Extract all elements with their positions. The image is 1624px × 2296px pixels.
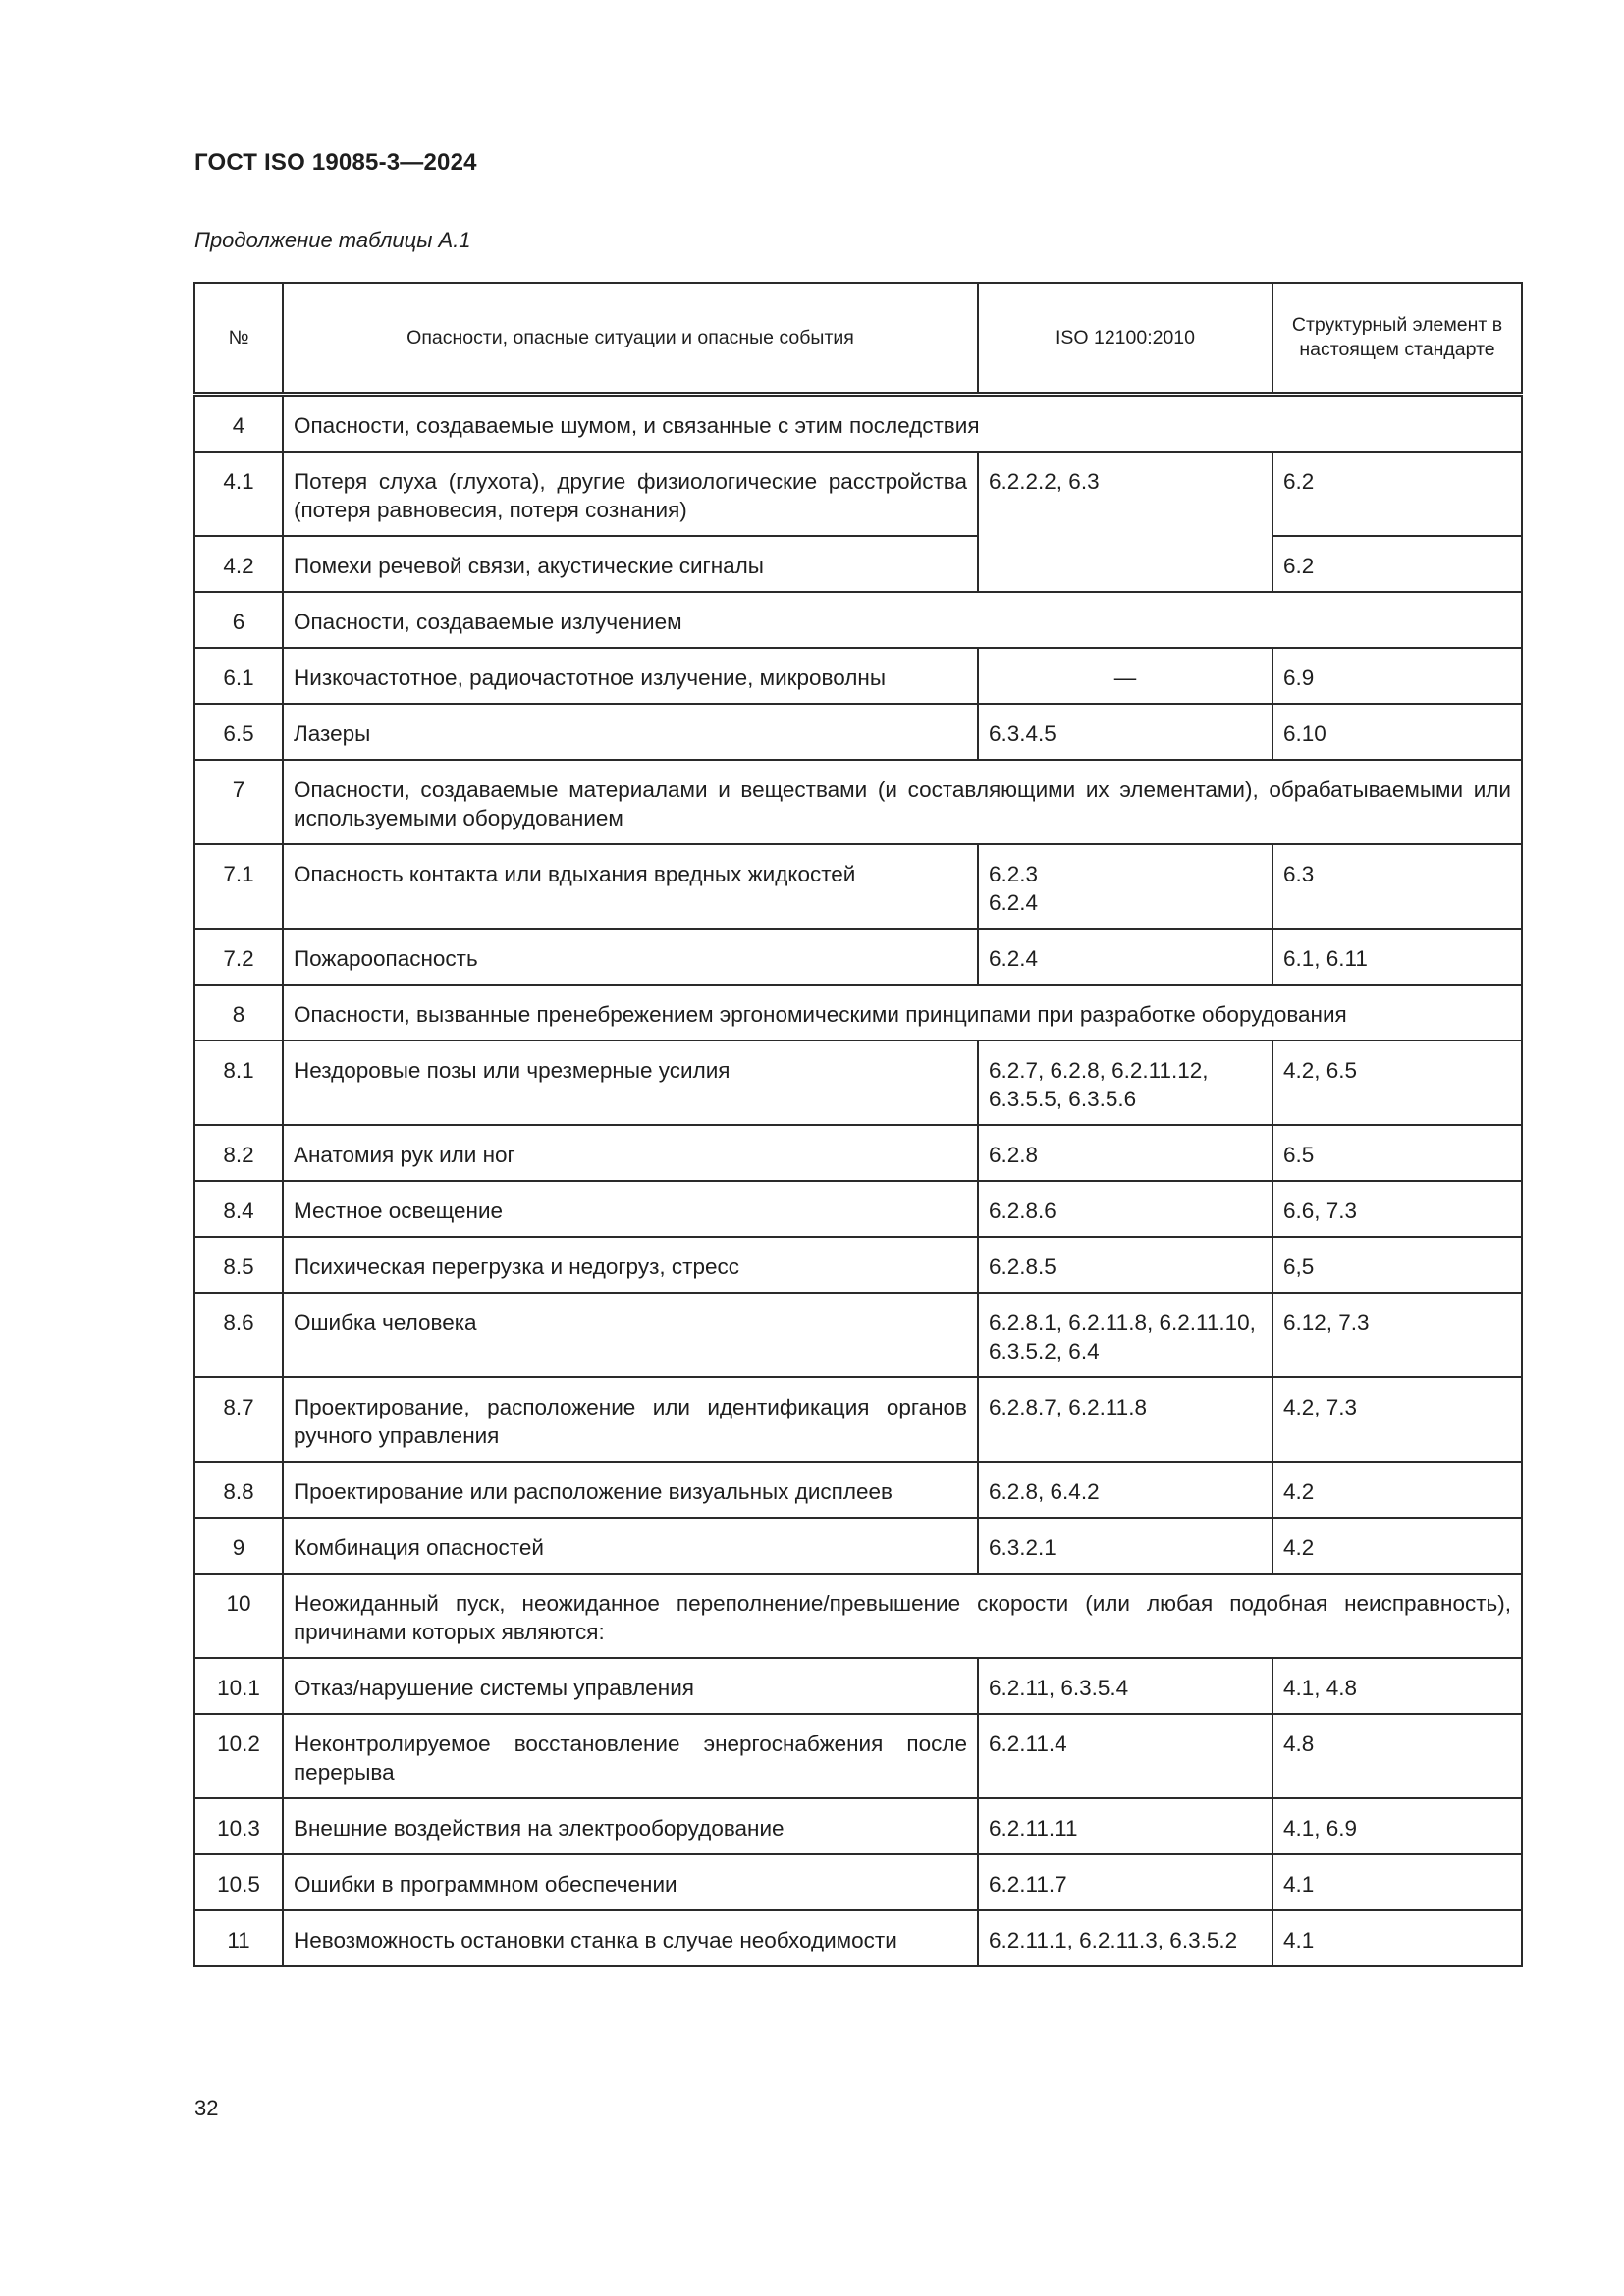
row-number: 8.6 xyxy=(194,1293,283,1377)
row-number: 8 xyxy=(194,985,283,1041)
hazard-description: Пожароопасность xyxy=(283,929,978,985)
table-row xyxy=(194,1910,1522,1966)
hazard-description: Ошибка человека xyxy=(283,1293,978,1377)
hazard-group-title: Неожиданный пуск, неожиданное переполнение/превышение скорости (или любая подобная неисправность), причинами которых являются: xyxy=(283,1574,1522,1658)
iso-reference-line: 6.2.3 xyxy=(989,862,1039,886)
hazard-group-title: Опасности, создаваемые шумом, и связанные с этим последствия xyxy=(283,395,1522,453)
row-number: 8.7 xyxy=(194,1377,283,1462)
hazard-description: Невозможность остановки станка в случае необходимости xyxy=(283,1910,978,1966)
document-header: ГОСТ ISO 19085-3—2024 xyxy=(194,149,477,176)
row-number: 8.8 xyxy=(194,1462,283,1518)
table-caption: Продолжение таблицы А.1 xyxy=(194,228,471,252)
structural-element: 4.2 xyxy=(1272,1462,1522,1518)
row-number: 4.2 xyxy=(194,536,283,592)
iso-reference: 6.2.4 xyxy=(978,929,1272,985)
hazard-description: Внешние воздействия на электрооборудование xyxy=(283,1798,978,1854)
table-row xyxy=(194,452,1522,536)
table-row xyxy=(194,1181,1522,1237)
column-header-hazard: Опасности, опасные ситуации и опасные события xyxy=(283,283,978,395)
row-number: 10 xyxy=(194,1574,283,1658)
hazard-description: Комбинация опасностей xyxy=(283,1518,978,1574)
table-row xyxy=(194,760,1522,844)
hazard-description: Лазеры xyxy=(283,704,978,760)
table-row xyxy=(194,1125,1522,1181)
column-header-iso: ISO 12100:2010 xyxy=(978,283,1272,395)
row-number: 10.3 xyxy=(194,1798,283,1854)
row-number: 10.2 xyxy=(194,1714,283,1798)
table-row xyxy=(194,1714,1522,1798)
structural-element: 4.2, 7.3 xyxy=(1272,1377,1522,1462)
table-row xyxy=(194,1854,1522,1910)
row-number: 6.5 xyxy=(194,704,283,760)
table-row xyxy=(194,844,1522,929)
iso-reference: 6.2.8.1, 6.2.11.8, 6.2.11.10, 6.3.5.2, 6.4 xyxy=(978,1293,1272,1377)
table-row xyxy=(194,1658,1522,1714)
hazard-description: Помехи речевой связи, акустические сигналы xyxy=(283,536,978,592)
iso-reference: 6.2.11.7 xyxy=(978,1854,1272,1910)
iso-reference xyxy=(978,844,1272,929)
hazards-table xyxy=(193,282,1523,1967)
iso-reference: 6.3.2.1 xyxy=(978,1518,1272,1574)
table-row xyxy=(194,1041,1522,1125)
row-number: 7.1 xyxy=(194,844,283,929)
row-number: 8.4 xyxy=(194,1181,283,1237)
iso-reference: 6.2.11, 6.3.5.4 xyxy=(978,1658,1272,1714)
iso-reference: 6.3.4.5 xyxy=(978,704,1272,760)
hazard-description: Проектирование или расположение визуальных дисплеев xyxy=(283,1462,978,1518)
hazard-description: Нездоровые позы или чрезмерные усилия xyxy=(283,1041,978,1125)
structural-element: 6.3 xyxy=(1272,844,1522,929)
table-row xyxy=(194,592,1522,648)
iso-reference: 6.2.7, 6.2.8, 6.2.11.12, 6.3.5.5, 6.3.5.6 xyxy=(978,1041,1272,1125)
hazard-description: Низкочастотное, радиочастотное излучение, микроволны xyxy=(283,648,978,704)
structural-element: 4.2, 6.5 xyxy=(1272,1041,1522,1125)
iso-reference: 6.2.8.7, 6.2.11.8 xyxy=(978,1377,1272,1462)
table-row xyxy=(194,536,1522,592)
iso-reference: 6.2.8 xyxy=(978,1125,1272,1181)
structural-element: 4.1, 4.8 xyxy=(1272,1658,1522,1714)
hazard-description: Проектирование, расположение или идентификация органов ручного управления xyxy=(283,1377,978,1462)
row-number: 7.2 xyxy=(194,929,283,985)
table-row xyxy=(194,1377,1522,1462)
iso-reference: 6.2.11.1, 6.2.11.3, 6.3.5.2 xyxy=(978,1910,1272,1966)
iso-reference: 6.2.8.5 xyxy=(978,1237,1272,1293)
table-header-row xyxy=(194,283,1522,395)
row-number: 8.5 xyxy=(194,1237,283,1293)
hazard-description: Отказ/нарушение системы управления xyxy=(283,1658,978,1714)
table-row xyxy=(194,1293,1522,1377)
row-number: 4 xyxy=(194,395,283,453)
column-header-element: Структурный элемент в настоящем стандарте xyxy=(1272,283,1522,395)
row-number: 10.5 xyxy=(194,1854,283,1910)
structural-element: 6.12, 7.3 xyxy=(1272,1293,1522,1377)
row-number: 8.1 xyxy=(194,1041,283,1125)
structural-element: 4.1 xyxy=(1272,1854,1522,1910)
structural-element: 6.9 xyxy=(1272,648,1522,704)
row-number: 7 xyxy=(194,760,283,844)
hazard-group-title: Опасности, создаваемые излучением xyxy=(283,592,1522,648)
iso-reference: 6.2.8, 6.4.2 xyxy=(978,1462,1272,1518)
row-number: 6 xyxy=(194,592,283,648)
table-row xyxy=(194,985,1522,1041)
table-row xyxy=(194,1237,1522,1293)
row-number: 10.1 xyxy=(194,1658,283,1714)
table-row xyxy=(194,395,1522,453)
iso-reference: 6.2.11.4 xyxy=(978,1714,1272,1798)
hazard-group-title: Опасности, создаваемые материалами и веществами (и составляющими их элементами), обрабатываемыми или используемыми оборудованием xyxy=(283,760,1522,844)
hazard-description: Потеря слуха (глухота), другие физиологические расстройства (потеря равновесия, потеря сознания) xyxy=(283,452,978,536)
row-number: 4.1 xyxy=(194,452,283,536)
structural-element: 4.1 xyxy=(1272,1910,1522,1966)
table-row xyxy=(194,648,1522,704)
hazard-description: Неконтролируемое восстановление энергоснабжения после перерыва xyxy=(283,1714,978,1798)
row-number: 11 xyxy=(194,1910,283,1966)
hazard-description: Анатомия рук или ног xyxy=(283,1125,978,1181)
iso-reference-line: 6.2.4 xyxy=(989,890,1039,915)
table-row xyxy=(194,929,1522,985)
page-number: 32 xyxy=(194,2096,219,2120)
structural-element: 6,5 xyxy=(1272,1237,1522,1293)
column-header-num: № xyxy=(194,283,283,395)
structural-element: 6.2 xyxy=(1272,452,1522,536)
row-number: 6.1 xyxy=(194,648,283,704)
structural-element: 6.5 xyxy=(1272,1125,1522,1181)
hazard-group-title: Опасности, вызванные пренебрежением эргономическими принципами при разработке оборудования xyxy=(283,985,1522,1041)
iso-reference: 6.2.2.2, 6.3 xyxy=(978,452,1272,592)
row-number: 9 xyxy=(194,1518,283,1574)
iso-reference: 6.2.8.6 xyxy=(978,1181,1272,1237)
row-number: 8.2 xyxy=(194,1125,283,1181)
table-row xyxy=(194,1462,1522,1518)
structural-element: 6.6, 7.3 xyxy=(1272,1181,1522,1237)
table-row xyxy=(194,1518,1522,1574)
structural-element: 6.2 xyxy=(1272,536,1522,592)
structural-element: 4.8 xyxy=(1272,1714,1522,1798)
structural-element: 6.1, 6.11 xyxy=(1272,929,1522,985)
hazard-description: Местное освещение xyxy=(283,1181,978,1237)
iso-reference: — xyxy=(978,648,1272,704)
iso-reference: 6.2.11.11 xyxy=(978,1798,1272,1854)
structural-element: 6.10 xyxy=(1272,704,1522,760)
structural-element: 4.2 xyxy=(1272,1518,1522,1574)
table-row xyxy=(194,1574,1522,1658)
hazard-description: Ошибки в программном обеспечении xyxy=(283,1854,978,1910)
hazard-description: Опасность контакта или вдыхания вредных жидкостей xyxy=(283,844,978,929)
hazard-description: Психическая перегрузка и недогруз, стресс xyxy=(283,1237,978,1293)
structural-element: 4.1, 6.9 xyxy=(1272,1798,1522,1854)
table-row xyxy=(194,704,1522,760)
table-row xyxy=(194,1798,1522,1854)
